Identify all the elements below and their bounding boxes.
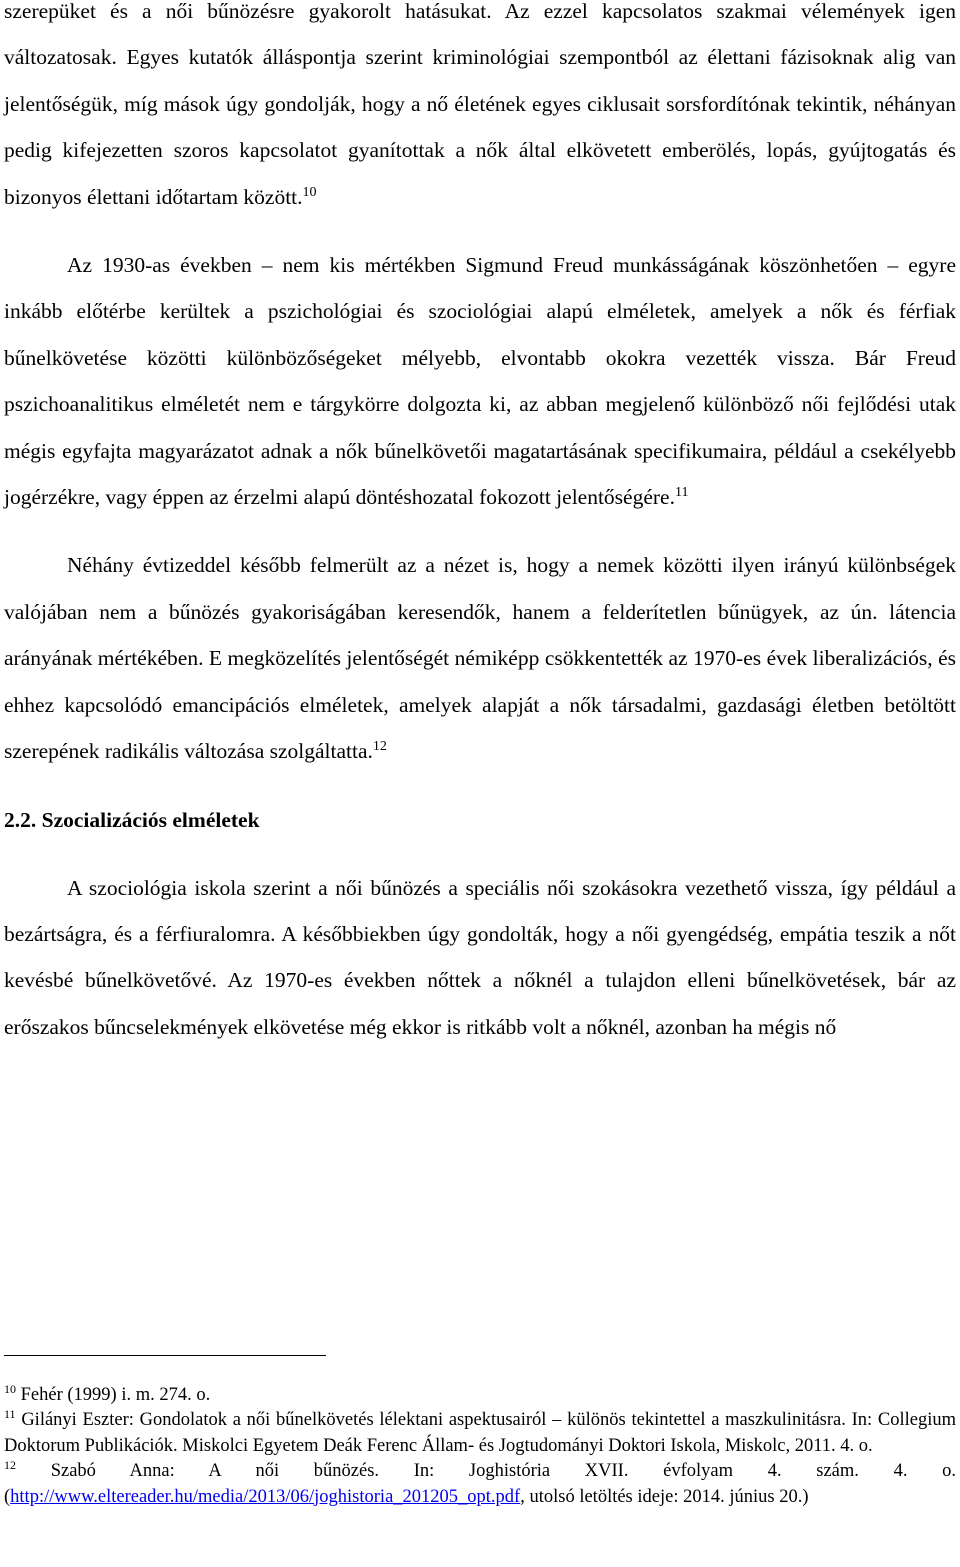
footnote-text-tail: , utolsó letöltés ideje: 2014. június 20.) — [520, 1486, 809, 1507]
footnote-ref-12[interactable]: 12 — [372, 738, 387, 754]
section-heading: 2.2. Szocializációs elméletek — [4, 807, 260, 832]
paragraph-2 — [4, 242, 956, 520]
paragraph-1-text: szerepüket és a női bűnözésre gyakorolt hatásukat. Az ezzel kapcsolatos szakmai vélemények igen változatosak. Egyes kutatók álláspontja szerint kriminológiai szempontból az élettani fázisoknak alig van jelentőségük, míg mások úgy gondolják, hogy a nő életének egyes ciklusait sorsfordítónak tekintik, néhányan pedig kifejezetten szoros kapcsolatot gyanítottak a nők által elkövetett emberölés, lopás, gyújtogatás és bizonyos élettani időtartam között. — [4, 0, 956, 209]
paragraph-3 — [4, 542, 956, 774]
footnote-12 — [4, 1459, 956, 1510]
paragraph-1 — [4, 0, 956, 220]
paragraph-3-text: Néhány évtizeddel később felmerült az a nézet is, hogy a nemek közötti ilyen irányú különbségek valójában nem a bűnözés gyakoriságában keresendők, hanem a felderítetlen bűnügyek, az ún. látencia arányának mértékében. E megközelítés jelentőségét némiképp csökkentették az 1970-es évek liberalizációs, és ehhez kapcsolódó emancipációs elméletek, amelyek alapját a nők társadalmi, gazdasági életben betöltött szerepének radikális változása szolgáltatta. — [4, 553, 956, 764]
paragraph-4 — [4, 865, 956, 1051]
footnote-text: Fehér (1999) i. m. 274. o. — [20, 1385, 211, 1405]
footnote-ref-11[interactable]: 11 — [674, 484, 689, 500]
footnote-10 — [4, 1383, 956, 1408]
footnote-number: 10 — [4, 1381, 16, 1396]
footnote-link[interactable]: http://www.eltereader.hu/media/2013/06/joghistoria_201205_opt.pdf — [10, 1486, 521, 1507]
footnote-separator — [4, 1355, 326, 1356]
footnotes — [4, 1383, 956, 1510]
document-page — [4, 0, 956, 1050]
footnote-number: 12 — [4, 1458, 16, 1473]
paragraph-4-text: A szociológia iskola szerint a női bűnözés a speciális női szokásokra vezethető vissza, így például a bezártságra, és a férfiuralomra. A későbbiekben úgy gondolták, hogy a női gyengédség, empátia teszik a nőt kevésbé bűnelkövetővé. Az 1970-es években nőttek a nőknél a tulajdon elleni bűnelkövetések, bár az erőszakos bűncselekmények elkövetése még ekkor is ritkább volt a nőknél, azonban ha mégis nő — [4, 875, 956, 1039]
footnote-text: Szabó Anna: A női bűnözés. In: Joghistória XVII. évfolyam 4. szám. 4. o. ( — [4, 1461, 957, 1507]
paragraph-2-text: Az 1930-as években – nem kis mértékben Sigmund Freud munkásságának köszönhetően – egyre inkább előtérbe kerültek a pszichológiai és szociológiai alapú elméletek, amelyek a nők és férfiak bűnelkövetése közötti különbözőségeket mélyebb, elvontabb okokra vezették vissza. Bár Freud pszichoanalitikus elméletét nem e tárgykörre dolgozta ki, az abban megjelenő különböző női fejlődési utak mégis egyfajta magyarázatot adnak a nők bűnelkövetői magatartásának specifikumaira, például a csekélyebb jogérzékre, vagy éppen az érzelmi alapú döntéshozatal fokozott jelentőségére. — [4, 253, 956, 510]
footnote-11 — [4, 1408, 956, 1459]
footnote-number: 11 — [4, 1407, 16, 1422]
footnote-text: Gilányi Eszter: Gondolatok a női bűnelkövetés lélektani aspektusairól – különös tekintettel a maszkulinitásra. In: Collegium Doktorum Publikációk. Miskolci Egyetem Deák Ferenc Állam- és Jogtudományi Doktori Iskola, Miskolc, 2011. 4. o. — [4, 1410, 957, 1456]
footnote-ref-10[interactable]: 10 — [302, 184, 317, 200]
